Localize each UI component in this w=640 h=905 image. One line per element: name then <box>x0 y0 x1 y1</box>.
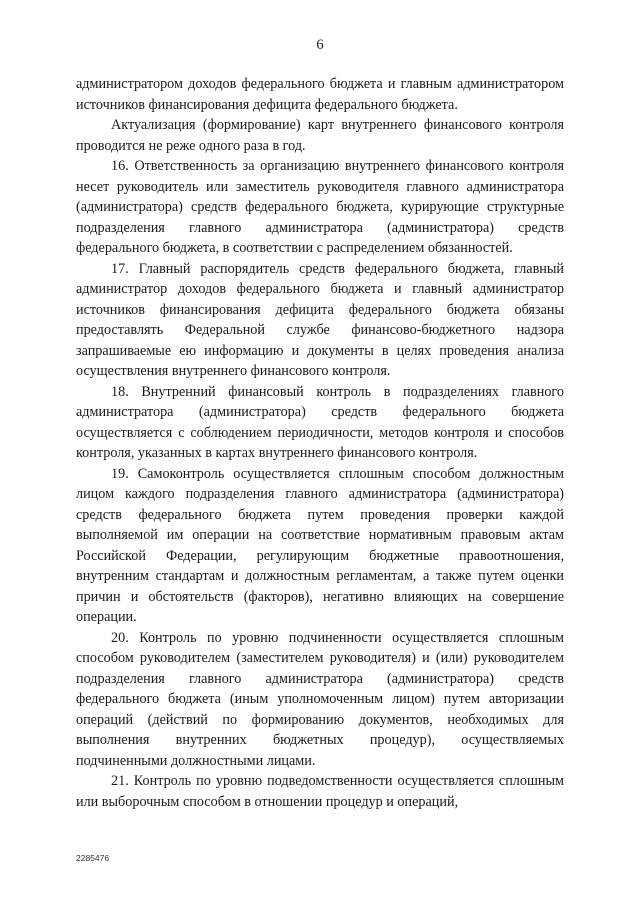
paragraph-continuation: администратором доходов федерального бюджета и главным администратором источников финансирования дефицита федерального бюджета. <box>76 76 564 113</box>
document-code: 2285476 <box>76 853 110 863</box>
paragraph-18: 18. Внутренний финансовый контроль в подразделениях главного администратора (администратора) средств федерального бюджета осуществляется с соблюдением периодичности, методов контроля и способов контроля, указанных в картах внутреннего финансового контроля. <box>76 383 564 461</box>
paragraph-actualization: Актуализация (формирование) карт внутреннего финансового контроля проводится не реже одного раза в год. <box>76 117 564 154</box>
page-number: 6 <box>316 37 324 53</box>
paragraph-20: 20. Контроль по уровню подчиненности осуществляется сплошным способом руководителем (заместителем руководителя) и (или) руководителем подразделения главного администратора (администратора) средств федерального бюджета (иным уполномоченным лицом) путем авторизации операций (действий по формированию документов, необходимых для выполнения внутренних бюджетных процедур), осуществляемых подчиненными должностными лицами. <box>76 629 564 769</box>
paragraph-16: 16. Ответственность за организацию внутреннего финансового контроля несет руководитель или заместитель руководителя главного администратора (администратора) средств федерального бюджета, курирующие структурные подразделения главного администратора (администратора) средств федерального бюджета, в соответствии с распределением обязанностей. <box>76 158 564 256</box>
paragraph-21: 21. Контроль по уровню подведомственности осуществляется сплошным или выборочным способом в отношении процедур и операций, <box>76 773 564 810</box>
paragraph-17: 17. Главный распорядитель средств федерального бюджета, главный администратор доходов федерального бюджета и главный администратор источников финансирования дефицита федерального бюджета обязаны предоставлять Федеральной службе финансово-бюджетного надзора запрашиваемые ею информацию и документы в целях проведения анализа осуществления внутреннего финансового контроля. <box>76 260 564 379</box>
document-body <box>76 74 564 812</box>
paragraph-19: 19. Самоконтроль осуществляется сплошным способом должностным лицом каждого подразделения главного администратора (администратора) средств федерального бюджета путем проведения проверки каждой выполняемой им операции на соответствие нормативным правовым актам Российской Федерации, регулирующим бюджетные правоотношения, внутренним стандартам и должностным регламентам, а также путем оценки причин и обстоятельств (факторов), негативно влияющих на совершение операции. <box>76 465 564 625</box>
